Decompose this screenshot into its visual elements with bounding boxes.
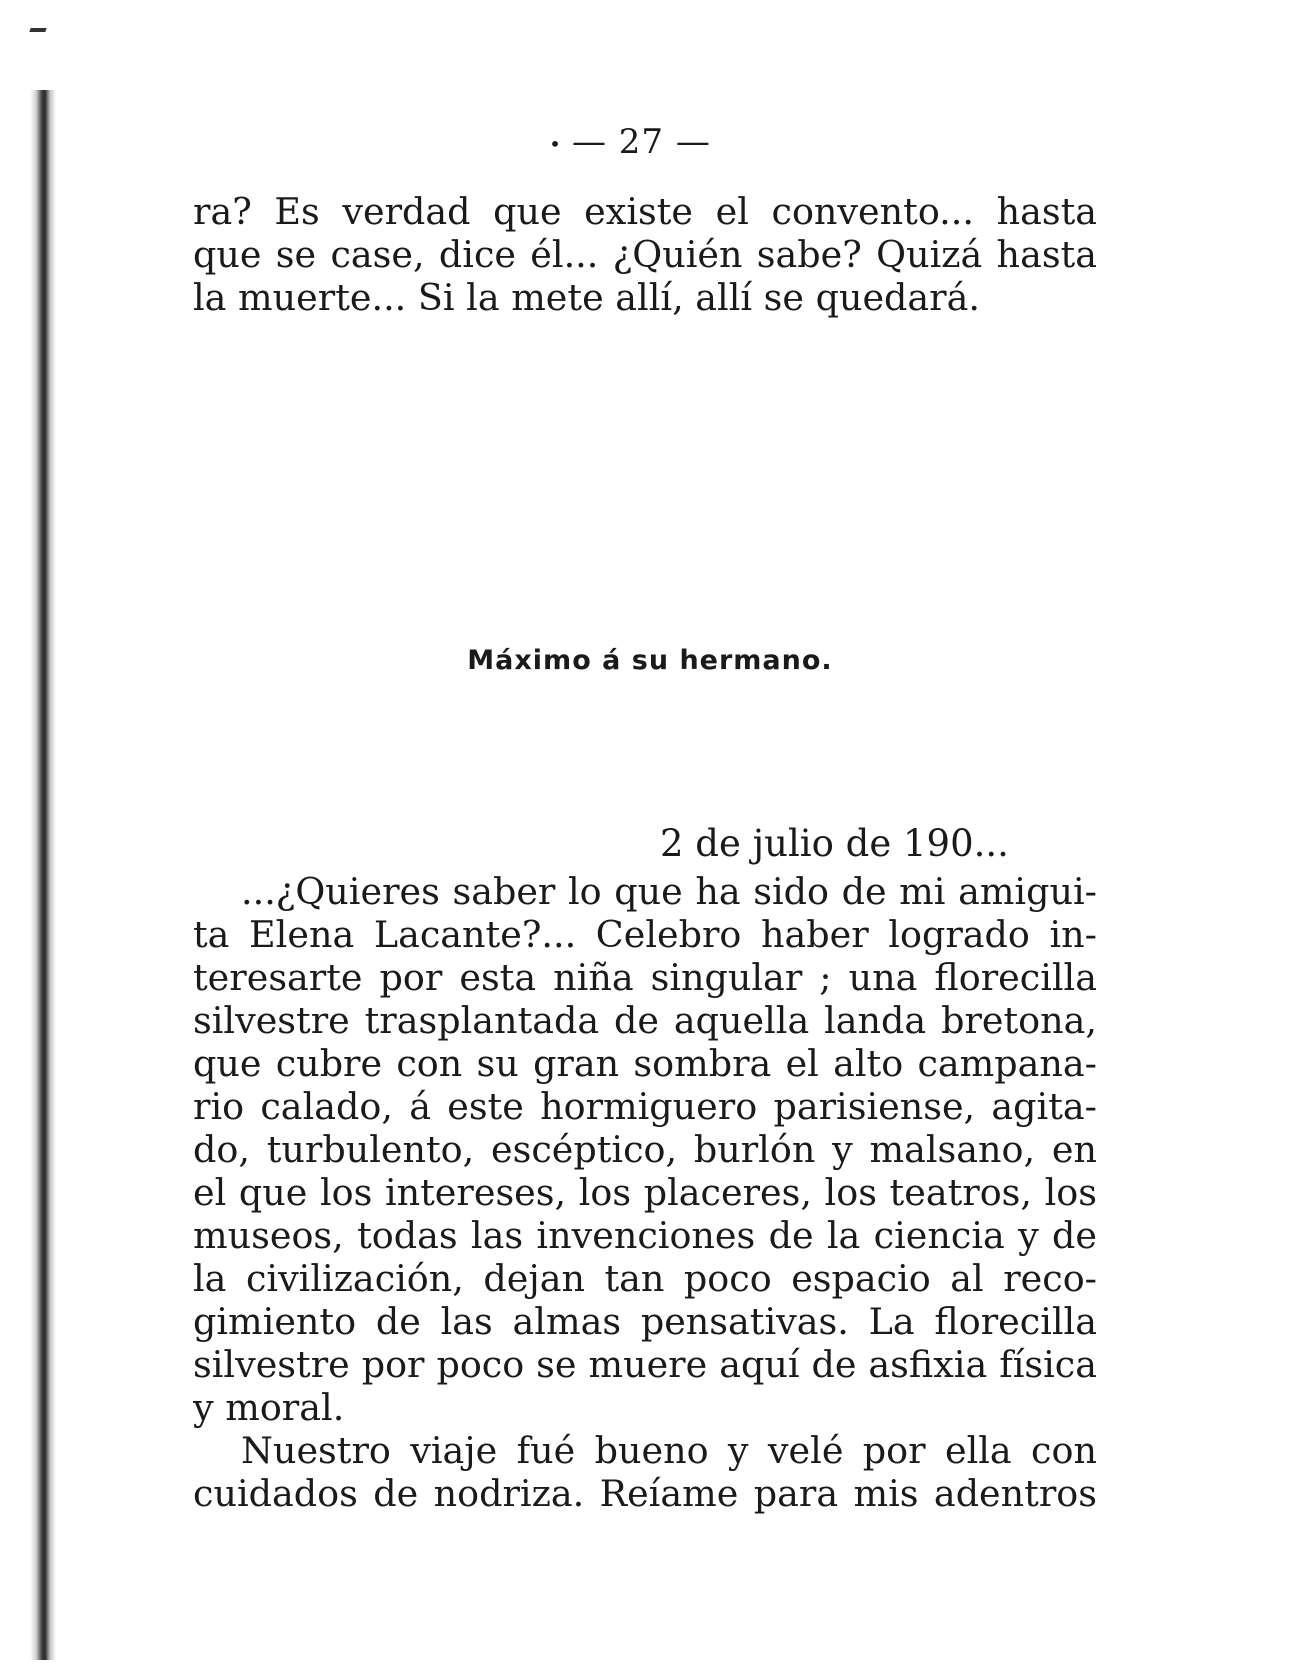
text-line: silvestre trasplantada de aquella landa bretona, xyxy=(193,999,1097,1042)
page-number-text: — 27 — xyxy=(571,122,711,162)
text-line: cuidados de nodriza. Reíame para mis adentros xyxy=(193,1472,1097,1515)
letter-dateline: 2 de julio de 190... xyxy=(660,822,1009,865)
text-line: la muerte... Si la mete allí, allí se quedará. xyxy=(193,276,980,319)
text-line: que se case, dice él... ¿Quién sabe? Quizá hasta xyxy=(193,233,1097,276)
letter-body xyxy=(193,870,1097,1515)
page-number xyxy=(520,122,740,162)
text-line: ra? Es verdad que existe el convento... hasta xyxy=(193,190,1097,233)
text-line: la civilización, dejan tan poco espacio al reco- xyxy=(193,1257,1097,1300)
text-line: silvestre por poco se muere aquí de asfixia física xyxy=(193,1343,1097,1386)
scan-speck xyxy=(29,28,46,32)
top-paragraph xyxy=(193,190,1097,319)
text-line: que cubre con su gran sombra el alto campana- xyxy=(193,1042,1097,1085)
text-line: Nuestro viaje fué bueno y velé por ella con xyxy=(241,1429,1097,1472)
section-heading: Máximo á su hermano. xyxy=(467,645,833,676)
text-line: teresarte por esta niña singular ; una florecilla xyxy=(193,956,1097,999)
text-line: ...¿Quieres saber lo que ha sido de mi amigui- xyxy=(241,870,1097,913)
text-line: ta Elena Lacante?... Celebro haber logrado in- xyxy=(193,913,1097,956)
text-line: y moral. xyxy=(193,1386,345,1429)
book-binding-edge xyxy=(30,90,56,1660)
page-number-lead-mark: • xyxy=(549,132,562,156)
text-line: el que los intereses, los placeres, los teatros, los xyxy=(193,1171,1097,1214)
text-line: museos, todas las invenciones de la ciencia y de xyxy=(193,1214,1097,1257)
text-line: rio calado, á este hormiguero parisiense, agita- xyxy=(193,1085,1097,1128)
text-line: gimiento de las almas pensativas. La florecilla xyxy=(193,1300,1097,1343)
text-line: do, turbulento, escéptico, burlón y malsano, en xyxy=(193,1128,1097,1171)
